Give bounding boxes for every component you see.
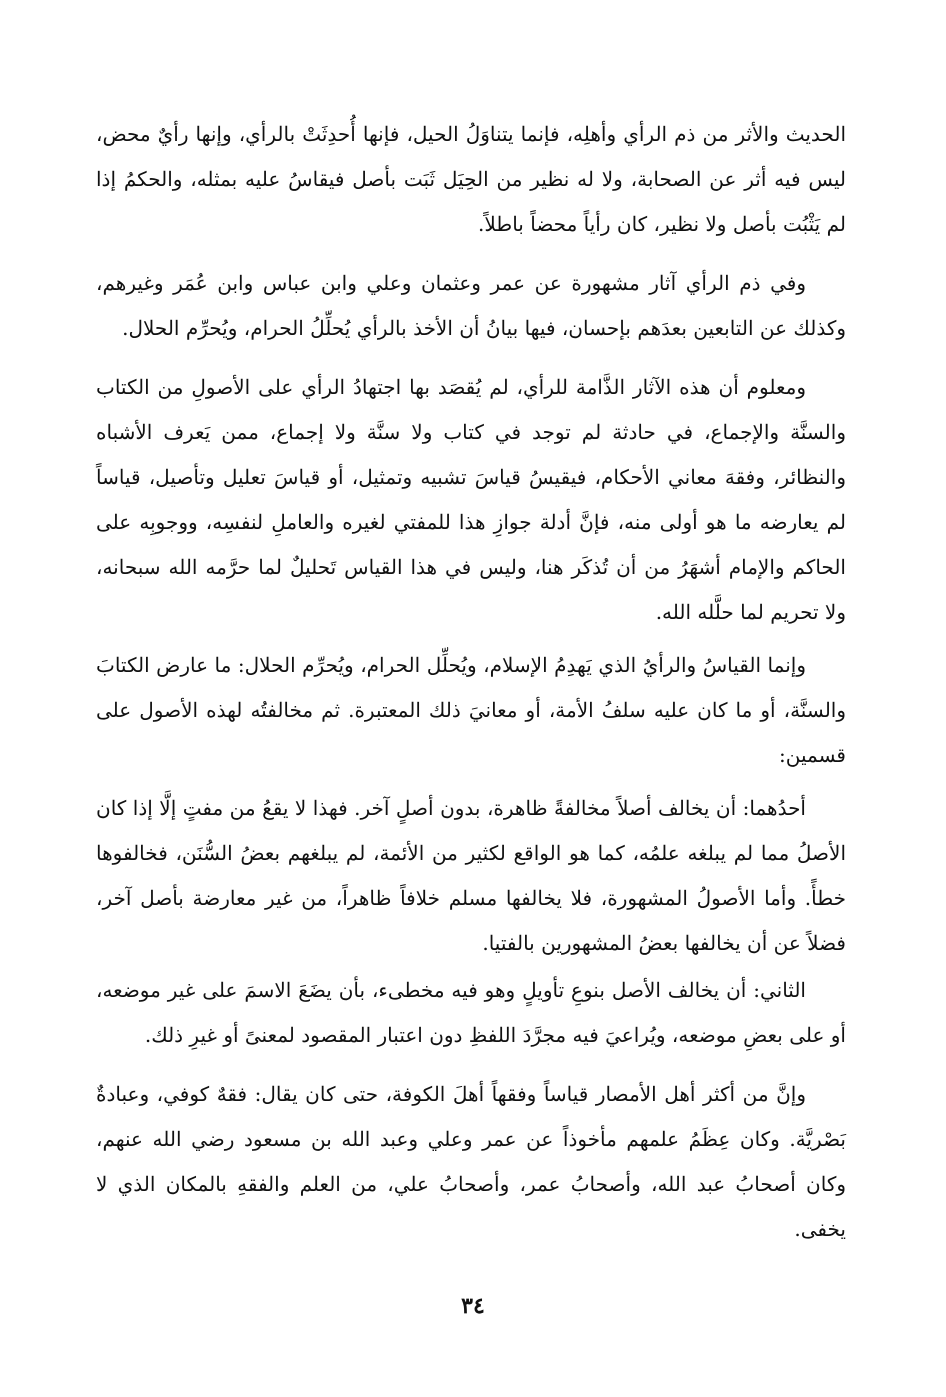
paragraph-2: وفي ذم الرأي آثار مشهورة عن عمر وعثمان وعلي وابن عباس وابن عُمَر وغيرهم، وكذلك عن التابعين بعدَهم بإحسان، فيها بيانُ أن الأخذ بالرأي يُحلِّلُ الحرام، ويُحرِّم الحلال. xyxy=(96,271,846,340)
paragraph-4: وإنما القياسُ والرأيُ الذي يَهدِمُ الإسلام، ويُحلِّل الحرام، ويُحرِّم الحلال: ما عارض الكتابَ والسنَّة، أو ما كان عليه سلفُ الأمة، أو معانيَ ذلك المعتبرة. ثم مخالفتُه لهذه الأصول على قسمين: xyxy=(96,653,846,767)
page-number: ٣٤ xyxy=(461,1293,485,1319)
body-text xyxy=(96,112,846,1252)
paragraph-1: الحديث والأثر من ذم الرأي وأهلِه، فإنما يتناوَلُ الحيل، فإنها أُحدِثَتْ بالرأي، وإنها رأيٌ محض، ليس فيه أثر عن الصحابة، ولا له نظير من الحِيَل ثَبَت بأصل فيقاسُ عليه بمثله، والحكمُ إذا لم يَثْبُت بأصل ولا نظير، كان رأياً محضاً باطلاً. xyxy=(96,122,846,236)
paragraph-3: ومعلوم أن هذه الآثار الذَّامة للرأي، لم يُقصَد بها اجتهادُ الرأي على الأصولِ من الكتاب والسنَّة والإجماع، في حادثة لم توجد في كتاب ولا سنَّة ولا إجماع، ممن يَعرف الأشباه والنظائر، وفقهَ معاني الأحكام، فيقيسُ قياسَ تشبيه وتمثيل، أو قياسَ تعليل وتأصيل، قياساً لم يعارضه ما هو أولى منه، فإنَّ أدلة جوازِ هذا للمفتي لغيره والعاملِ لنفسِه، ووجوبِه على الحاكم والإمام أشهَرُ من أن تُذكَر هنا، وليس في هذا القياس تَحليلٌ لما حرَّمه الله سبحانه، ولا تحريم لما حلَّله الله. xyxy=(96,375,846,624)
paragraph-7: وإنَّ من أكثر أهل الأمصار قياساً وفقهاً أهلَ الكوفة، حتى كان يقال: فقهٌ كوفي، وعبادةٌ بَصْريَّة. وكان عِظَمُ علمهم مأخوذاً عن عمر وعلي وعبد الله بن مسعود رضي الله عنهم، وكان أصحابُ عبد الله، وأصحابُ عمر، وأصحابُ علي، من العلم والفقهِ بالمكان الذي لا يخفى. xyxy=(96,1082,847,1241)
paragraph-5: أحدُهما: أن يخالف أصلاً مخالفةً ظاهرة، بدون أصلٍ آخر. فهذا لا يقعُ من مفتٍ إلَّا إذا كان الأصلُ مما لم يبلغه علمُه، كما هو الواقع لكثير من الأئمة، لم يبلغهم بعضُ السُّنَن، فخالفوها خطأً. وأما الأصولُ المشهورة، فلا يخالفها مسلم خلافاً ظاهراً، من غير معارضة بأصل آخر، فضلاً عن أن يخالفها بعضُ المشهورين بالفتيا. xyxy=(96,796,846,955)
paragraph-6: الثاني: أن يخالف الأصل بنوعِ تأويلٍ وهو فيه مخطىء، بأن يضَعَ الاسمَ على غير موضعه، أو على بعضِ موضعه، ويُراعيَ فيه مجرَّدَ اللفظِ دون اعتبار المقصود لمعنىً أو غيرِ ذلك. xyxy=(96,978,846,1047)
